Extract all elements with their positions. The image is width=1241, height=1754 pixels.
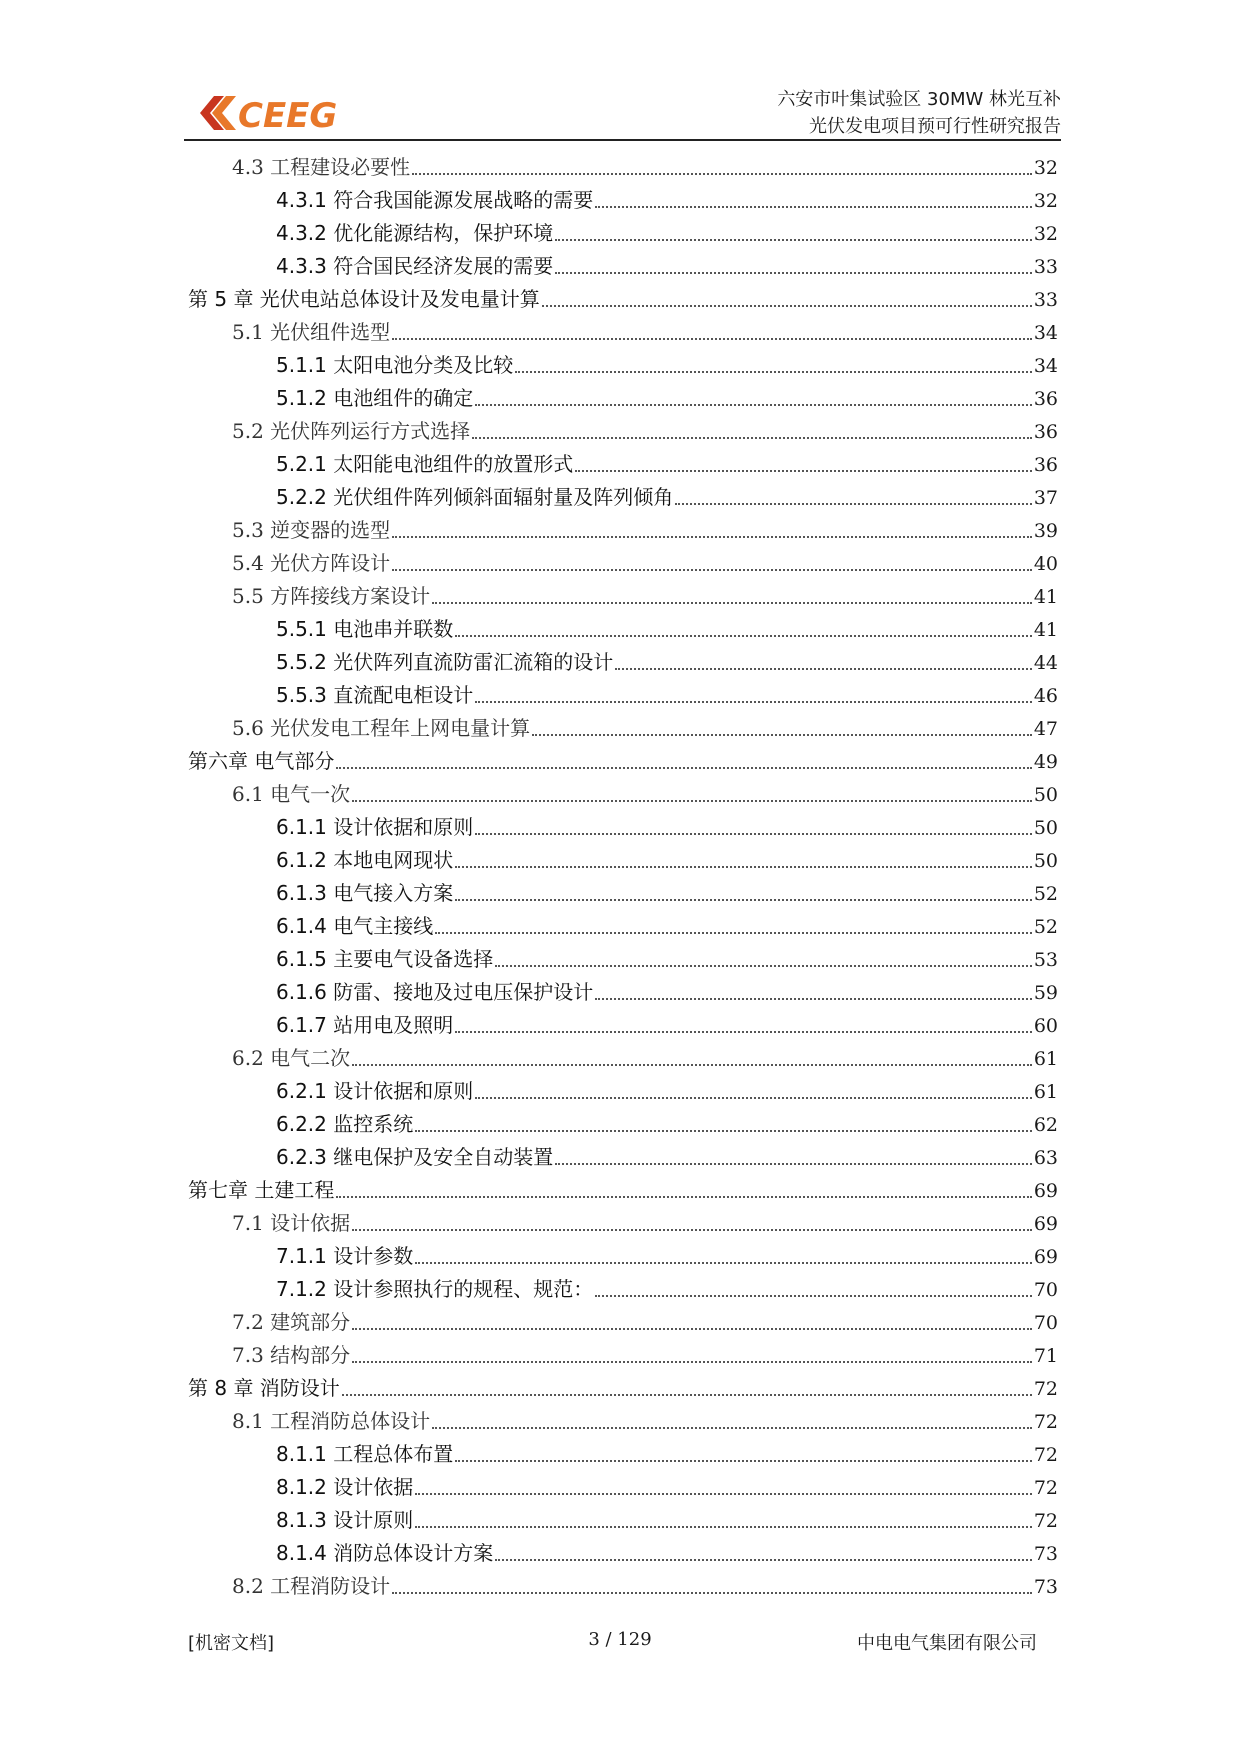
toc-leader-dots	[675, 502, 1032, 505]
toc-leader-dots	[542, 304, 1032, 307]
toc-entry-title: 8.1.1 工程总体布置	[276, 1442, 454, 1466]
toc-entry-page: 72	[1033, 1510, 1058, 1532]
toc-entry-page: 37	[1033, 487, 1058, 509]
toc-entry-title: 5.5.3 直流配电柜设计	[276, 683, 474, 707]
toc-entry[interactable]	[232, 547, 1058, 580]
toc-entry-title: 6.1.4 电气主接线	[276, 914, 434, 938]
toc-entry-page: 32	[1033, 223, 1058, 245]
toc-entry-page: 70	[1033, 1312, 1058, 1334]
toc-leader-dots	[475, 1096, 1032, 1099]
toc-entry[interactable]	[276, 613, 1058, 646]
toc-leader-dots	[595, 205, 1032, 208]
toc-entry-page: 34	[1033, 322, 1058, 344]
toc-entry-title: 4.3.1 符合我国能源发展战略的需要	[276, 188, 594, 212]
toc-entry-page: 70	[1033, 1279, 1058, 1301]
toc-entry[interactable]	[232, 151, 1058, 184]
toc-leader-dots	[555, 271, 1032, 274]
toc-entry-page: 36	[1033, 388, 1058, 410]
toc-leader-dots	[352, 1228, 1032, 1231]
toc-entry-page: 32	[1033, 157, 1058, 179]
toc-entry-title: 第六章 电气部分	[188, 749, 335, 773]
toc-leader-dots	[455, 865, 1032, 868]
toc-entry-title: 6.2.2 监控系统	[276, 1112, 414, 1136]
toc-entry-title: 第 8 章 消防设计	[188, 1376, 340, 1400]
toc-leader-dots	[455, 1459, 1032, 1462]
toc-entry-page: 60	[1033, 1015, 1058, 1037]
toc-entry-title: 5.2 光伏阵列运行方式选择	[232, 419, 471, 443]
toc-entry-page: 46	[1033, 685, 1058, 707]
document-title-line1: 六安市叶集试验区 30MW 林光互补	[777, 89, 1061, 110]
toc-entry-title: 6.1.5 主要电气设备选择	[276, 947, 494, 971]
toc-entry-title: 6.1 电气一次	[232, 782, 351, 806]
toc-entry-title: 5.5.2 光伏阵列直流防雷汇流箱的设计	[276, 650, 614, 674]
toc-entry-page: 50	[1033, 784, 1058, 806]
toc-entry-page: 61	[1033, 1048, 1058, 1070]
toc-entry-title: 6.1.3 电气接入方案	[276, 881, 454, 905]
toc-leader-dots	[472, 436, 1032, 439]
toc-entry[interactable]	[276, 1240, 1058, 1273]
toc-entry[interactable]	[276, 1471, 1058, 1504]
toc-entry[interactable]	[276, 250, 1058, 283]
header-divider	[184, 139, 1061, 141]
toc-entry-title: 5.5.1 电池串并联数	[276, 617, 454, 641]
toc-entry-page: 50	[1033, 850, 1058, 872]
toc-entry-title: 5.2.1 太阳能电池组件的放置形式	[276, 452, 574, 476]
toc-entry-title: 5.2.2 光伏组件阵列倾斜面辐射量及阵列倾角	[276, 485, 674, 509]
toc-entry[interactable]	[232, 1042, 1058, 1075]
toc-entry-page: 73	[1033, 1543, 1058, 1565]
toc-leader-dots	[342, 1393, 1032, 1396]
toc-entry-page: 41	[1033, 619, 1058, 641]
document-title-line2: 光伏发电项目预可行性研究报告	[809, 116, 1061, 137]
toc-entry-page: 72	[1033, 1411, 1058, 1433]
toc-entry-title: 6.1.6 防雷、接地及过电压保护设计	[276, 980, 594, 1004]
toc-leader-dots	[595, 1294, 1032, 1297]
logo-text: CEEG	[238, 96, 338, 136]
toc-entry[interactable]	[276, 1108, 1058, 1141]
toc-entry-title: 4.3.3 符合国民经济发展的需要	[276, 254, 554, 278]
toc-leader-dots	[415, 1129, 1032, 1132]
toc-entry-page: 32	[1033, 190, 1058, 212]
toc-entry[interactable]	[276, 1438, 1058, 1471]
toc-entry[interactable]	[276, 1075, 1058, 1108]
toc-entry[interactable]	[276, 481, 1058, 514]
toc-entry[interactable]	[276, 217, 1058, 250]
toc-leader-dots	[392, 1591, 1032, 1594]
toc-entry-page: 33	[1033, 289, 1058, 311]
toc-leader-dots	[415, 1261, 1032, 1264]
toc-entry[interactable]	[276, 1504, 1058, 1537]
toc-leader-dots	[615, 667, 1032, 670]
toc-leader-dots	[475, 832, 1032, 835]
toc-entry-page: 61	[1033, 1081, 1058, 1103]
toc-entry[interactable]	[276, 184, 1058, 217]
toc-entry[interactable]	[276, 844, 1058, 877]
toc-leader-dots	[415, 1492, 1032, 1495]
toc-entry-title: 6.2 电气二次	[232, 1046, 351, 1070]
toc-entry-title: 5.1.1 太阳电池分类及比较	[276, 353, 514, 377]
toc-entry-title: 7.1.2 设计参照执行的规程、规范：	[276, 1277, 594, 1301]
toc-entry-title: 4.3 工程建设必要性	[232, 155, 411, 179]
toc-entry-title: 8.1.4 消防总体设计方案	[276, 1541, 494, 1565]
toc-leader-dots	[455, 634, 1032, 637]
toc-entry[interactable]	[232, 1570, 1058, 1603]
toc-leader-dots	[555, 1162, 1032, 1165]
toc-leader-dots	[352, 799, 1032, 802]
toc-entry-page: 72	[1033, 1444, 1058, 1466]
toc-entry-title: 6.1.1 设计依据和原则	[276, 815, 474, 839]
toc-entry[interactable]	[276, 976, 1058, 1009]
company-logo	[198, 88, 348, 138]
toc-entry-page: 36	[1033, 421, 1058, 443]
toc-leader-dots	[555, 238, 1032, 241]
toc-leader-dots	[515, 370, 1032, 373]
toc-leader-dots	[435, 931, 1032, 934]
toc-entry-title: 5.1 光伏组件选型	[232, 320, 391, 344]
toc-entry-title: 5.4 光伏方阵设计	[232, 551, 391, 575]
toc-entry-title: 7.1.1 设计参数	[276, 1244, 414, 1268]
toc-entry[interactable]	[188, 745, 1058, 778]
toc-entry-page: 52	[1033, 883, 1058, 905]
toc-entry[interactable]	[276, 877, 1058, 910]
toc-entry-title: 5.3 逆变器的选型	[232, 518, 391, 542]
toc-entry-page: 47	[1033, 718, 1058, 740]
toc-entry[interactable]	[232, 1405, 1058, 1438]
toc-entry[interactable]	[276, 382, 1058, 415]
toc-leader-dots	[575, 469, 1032, 472]
toc-entry[interactable]	[232, 580, 1058, 613]
toc-leader-dots	[392, 568, 1032, 571]
toc-leader-dots	[352, 1327, 1032, 1330]
toc-entry-title: 4.3.2 优化能源结构，保护环境	[276, 221, 554, 245]
toc-entry[interactable]	[276, 349, 1058, 382]
toc-leader-dots	[455, 1030, 1032, 1033]
footer-page-number: 3 / 129	[588, 1629, 652, 1650]
footer-confidential-label: [机密文档]	[188, 1633, 275, 1654]
toc-entry-page: 33	[1033, 256, 1058, 278]
toc-entry-title: 7.3 结构部分	[232, 1343, 351, 1367]
toc-entry-page: 36	[1033, 454, 1058, 476]
footer-company-name: 中电电气集团有限公司	[857, 1633, 1037, 1654]
toc-entry[interactable]	[276, 910, 1058, 943]
toc-entry[interactable]	[276, 943, 1058, 976]
toc-entry-page: 73	[1033, 1576, 1058, 1598]
toc-entry[interactable]	[188, 283, 1058, 316]
toc-leader-dots	[392, 337, 1032, 340]
toc-leader-dots	[432, 601, 1032, 604]
toc-entry[interactable]	[232, 415, 1058, 448]
toc-leader-dots	[475, 700, 1032, 703]
toc-entry[interactable]	[276, 1273, 1058, 1306]
toc-entry-title: 8.2 工程消防设计	[232, 1574, 391, 1598]
toc-entry[interactable]	[232, 712, 1058, 745]
toc-leader-dots	[412, 172, 1032, 175]
document-title	[777, 86, 1061, 140]
toc-leader-dots	[336, 1195, 1031, 1198]
toc-leader-dots	[415, 1525, 1032, 1528]
toc-entry-title: 7.2 建筑部分	[232, 1310, 351, 1334]
toc-entry[interactable]	[276, 1009, 1058, 1042]
toc-entry-title: 第 5 章 光伏电站总体设计及发电量计算	[188, 287, 540, 311]
toc-entry-page: 49	[1033, 751, 1058, 773]
toc-entry[interactable]	[232, 514, 1058, 547]
toc-leader-dots	[336, 766, 1031, 769]
toc-entry-title: 6.1.7 站用电及照明	[276, 1013, 454, 1037]
toc-leader-dots	[352, 1063, 1032, 1066]
toc-entry-page: 53	[1033, 949, 1058, 971]
toc-entry-page: 71	[1033, 1345, 1058, 1367]
toc-entry-title: 5.1.2 电池组件的确定	[276, 386, 474, 410]
toc-entry-page: 40	[1033, 553, 1058, 575]
toc-entry-title: 第七章 土建工程	[188, 1178, 335, 1202]
toc-entry-page: 69	[1033, 1213, 1058, 1235]
toc-entry-title: 8.1 工程消防总体设计	[232, 1409, 431, 1433]
toc-leader-dots	[475, 403, 1032, 406]
toc-entry[interactable]	[276, 1537, 1058, 1570]
toc-entry-title: 6.2.1 设计依据和原则	[276, 1079, 474, 1103]
toc-entry-page: 39	[1033, 520, 1058, 542]
toc-entry[interactable]	[232, 778, 1058, 811]
toc-entry[interactable]	[188, 1372, 1058, 1405]
toc-leader-dots	[432, 1426, 1032, 1429]
toc-entry-title: 5.5 方阵接线方案设计	[232, 584, 431, 608]
toc-entry-page: 63	[1033, 1147, 1058, 1169]
toc-entry[interactable]	[232, 1339, 1058, 1372]
toc-entry-title: 8.1.2 设计依据	[276, 1475, 414, 1499]
toc-leader-dots	[595, 997, 1032, 1000]
toc-entry-title: 6.1.2 本地电网现状	[276, 848, 454, 872]
toc-entry-title: 6.2.3 继电保护及安全自动装置	[276, 1145, 554, 1169]
toc-entry-page: 72	[1033, 1477, 1058, 1499]
toc-entry[interactable]	[188, 1174, 1058, 1207]
toc-entry[interactable]	[232, 1306, 1058, 1339]
toc-entry-page: 69	[1033, 1246, 1058, 1268]
toc-leader-dots	[392, 535, 1032, 538]
toc-entry-page: 34	[1033, 355, 1058, 377]
toc-entry[interactable]	[276, 679, 1058, 712]
toc-leader-dots	[455, 898, 1032, 901]
toc-entry-page: 62	[1033, 1114, 1058, 1136]
toc-entry-page: 41	[1033, 586, 1058, 608]
toc-entry[interactable]	[232, 316, 1058, 349]
toc-entry-page: 52	[1033, 916, 1058, 938]
toc-entry-page: 44	[1033, 652, 1058, 674]
toc-entry-page: 59	[1033, 982, 1058, 1004]
toc-leader-dots	[495, 1558, 1032, 1561]
toc-leader-dots	[532, 733, 1032, 736]
toc-leader-dots	[495, 964, 1032, 967]
toc-entry[interactable]	[232, 1207, 1058, 1240]
toc-entry[interactable]	[276, 811, 1058, 844]
ceeg-logo-mark	[198, 88, 348, 138]
toc-entry-page: 69	[1033, 1180, 1058, 1202]
toc-entry-page: 72	[1033, 1378, 1058, 1400]
toc-leader-dots	[352, 1360, 1032, 1363]
toc-entry-page: 50	[1033, 817, 1058, 839]
toc-entry-title: 5.6 光伏发电工程年上网电量计算	[232, 716, 531, 740]
toc-entry-title: 7.1 设计依据	[232, 1211, 351, 1235]
toc-entry-title: 8.1.3 设计原则	[276, 1508, 414, 1532]
toc-entry[interactable]	[276, 448, 1058, 481]
toc-entry[interactable]	[276, 646, 1058, 679]
toc-entry[interactable]	[276, 1141, 1058, 1174]
